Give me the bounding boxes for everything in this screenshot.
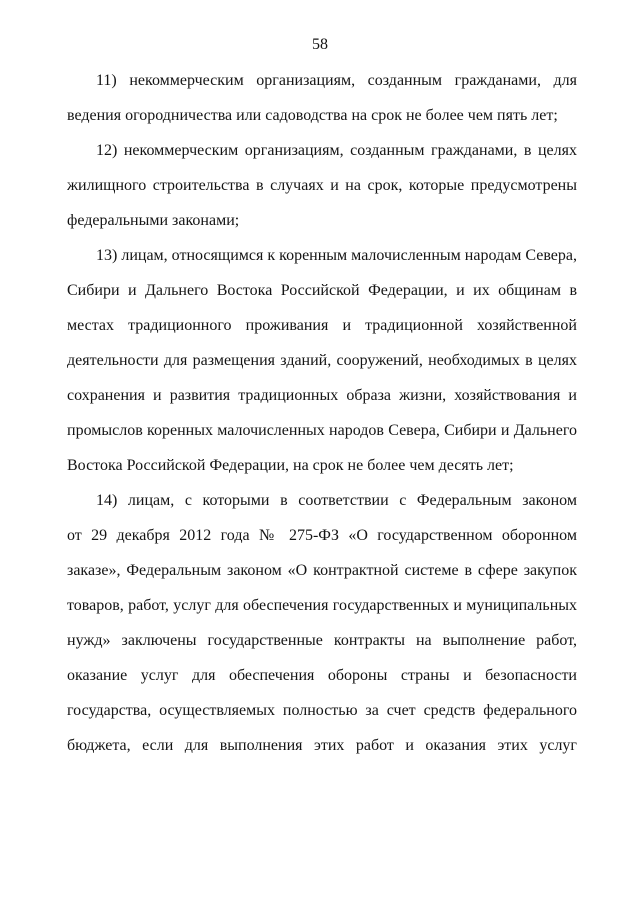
text-line: федеральными законами; (67, 212, 240, 229)
text-line: 13) лицам, относящимся к коренным малочисленным народам Севера, (96, 247, 577, 264)
text-line: Востока Российской Федерации, на срок не более чем десять лет; (67, 457, 514, 474)
text-line: местах традиционного проживания и традиционной хозяйственной (67, 317, 577, 334)
text-block (67, 63, 577, 763)
text-line: деятельности для размещения зданий, сооружений, необходимых в целях (67, 352, 577, 369)
text-line: жилищного строительства в случаях и на срок, которые предусмотрены (67, 177, 577, 194)
text-line: ведения огородничества или садоводства на срок не более чем пять лет; (67, 107, 558, 124)
paragraph (67, 483, 577, 763)
text-line: Сибири и Дальнего Востока Российской Федерации, и их общинам в (67, 282, 577, 299)
text-line: сохранения и развития традиционных образа жизни, хозяйствования и (67, 387, 577, 404)
paragraph (67, 238, 577, 483)
text-line: заказе», Федеральным законом «О контрактной системе в сфере закупок (67, 562, 577, 579)
paragraph (67, 63, 577, 133)
text-line: оказание услуг для обеспечения обороны страны и безопасности (67, 667, 577, 684)
paragraph (67, 133, 577, 238)
text-line: от 29 декабря 2012 года № 275-ФЗ «О государственном оборонном (67, 527, 577, 544)
text-line: 12) некоммерческим организациям, созданным гражданами, в целях (96, 142, 577, 159)
text-line: товаров, работ, услуг для обеспечения государственных и муниципальных (67, 597, 577, 614)
text-line: 14) лицам, с которыми в соответствии с Федеральным законом (96, 492, 577, 509)
text-line: промыслов коренных малочисленных народов Севера, Сибири и Дальнего (67, 422, 577, 439)
text-line: 11) некоммерческим организациям, созданным гражданами, для (96, 72, 577, 89)
text-line: государства, осуществляемых полностью за счет средств федерального (67, 702, 577, 719)
page-number: 58 (312, 36, 328, 53)
text-line: нужд» заключены государственные контракты на выполнение работ, (67, 632, 577, 649)
text-line: бюджета, если для выполнения этих работ и оказания этих услуг (67, 737, 577, 754)
